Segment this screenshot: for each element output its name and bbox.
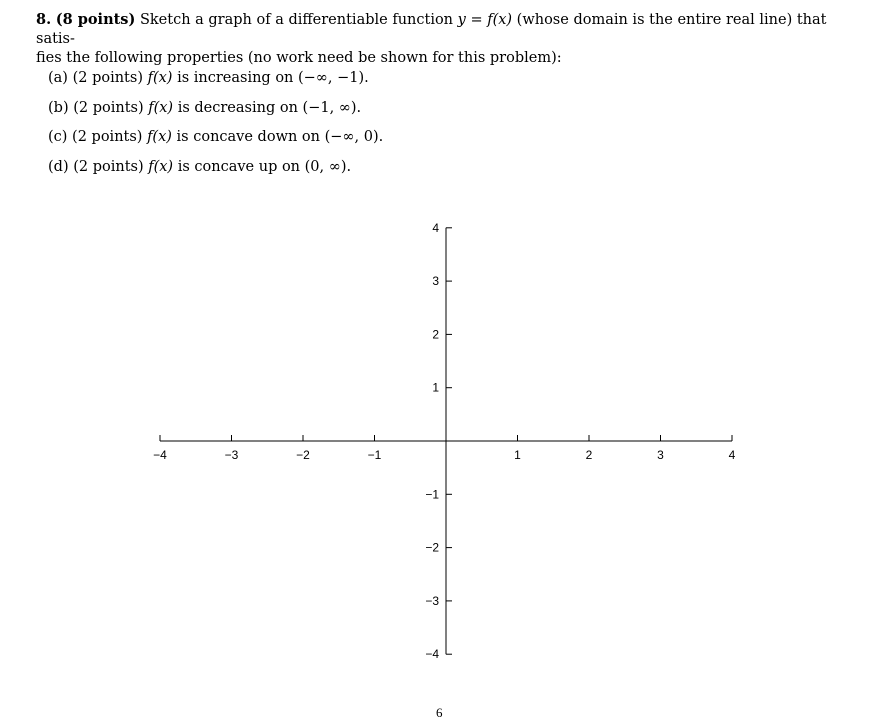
part-interval: (−∞, −1). (298, 70, 369, 86)
part-label: (b) (48, 99, 69, 116)
part-interval: (−∞, 0). (324, 129, 384, 145)
problem-stem-line2: fies the following properties (no work need be shown for this problem): (36, 50, 562, 66)
problem-number: 8. (36, 11, 52, 28)
part-points: (2 points) (72, 70, 143, 86)
y-tick-label: −3 (425, 593, 439, 608)
y-tick-label: −4 (425, 647, 439, 662)
problem-stem-start: Sketch a graph of a differentiable function (139, 12, 454, 28)
x-tick-label: 3 (657, 448, 664, 462)
part-property: is increasing on (177, 70, 294, 86)
y-tick-label: 3 (432, 274, 439, 289)
x-tick-label: −4 (153, 448, 167, 462)
x-tick-label: 4 (728, 448, 736, 462)
problem-function: y = f(x) (457, 12, 513, 28)
y-tick-label: 2 (432, 327, 439, 342)
x-tick-label: 1 (514, 448, 521, 462)
x-tick-label: −2 (296, 448, 310, 462)
part-function: f(x) (147, 70, 173, 86)
part-label: (c) (48, 129, 68, 145)
x-tick-label: −1 (367, 448, 382, 462)
part-property: is concave down on (176, 129, 320, 145)
y-tick-label: −2 (425, 540, 439, 555)
part-property: is decreasing on (177, 99, 298, 116)
part-label: (a) (48, 70, 68, 86)
part-interval: (−1, ∞). (302, 99, 362, 116)
x-tick-label: −3 (224, 448, 239, 462)
y-tick-label: 1 (432, 380, 439, 395)
x-ticks (153, 435, 736, 462)
part-label: (d) (48, 158, 69, 175)
y-tick-label: 4 (432, 220, 439, 235)
y-tick-label: −1 (425, 487, 439, 502)
part-property: is concave up on (177, 158, 301, 175)
problem-points: (8 points) (55, 11, 136, 28)
part-points: (2 points) (73, 158, 144, 175)
part-function: f(x) (148, 158, 174, 175)
problem-stem-line1-end: (whose domain is the entire real line) that satis- (36, 12, 827, 47)
part-interval: (0, ∞). (304, 158, 352, 175)
part-function: f(x) (147, 129, 172, 145)
part-points: (2 points) (73, 99, 144, 116)
x-tick-label: 2 (585, 448, 593, 462)
part-points: (2 points) (72, 129, 143, 145)
part-function: f(x) (148, 99, 174, 116)
page-number: 6 (436, 705, 443, 720)
